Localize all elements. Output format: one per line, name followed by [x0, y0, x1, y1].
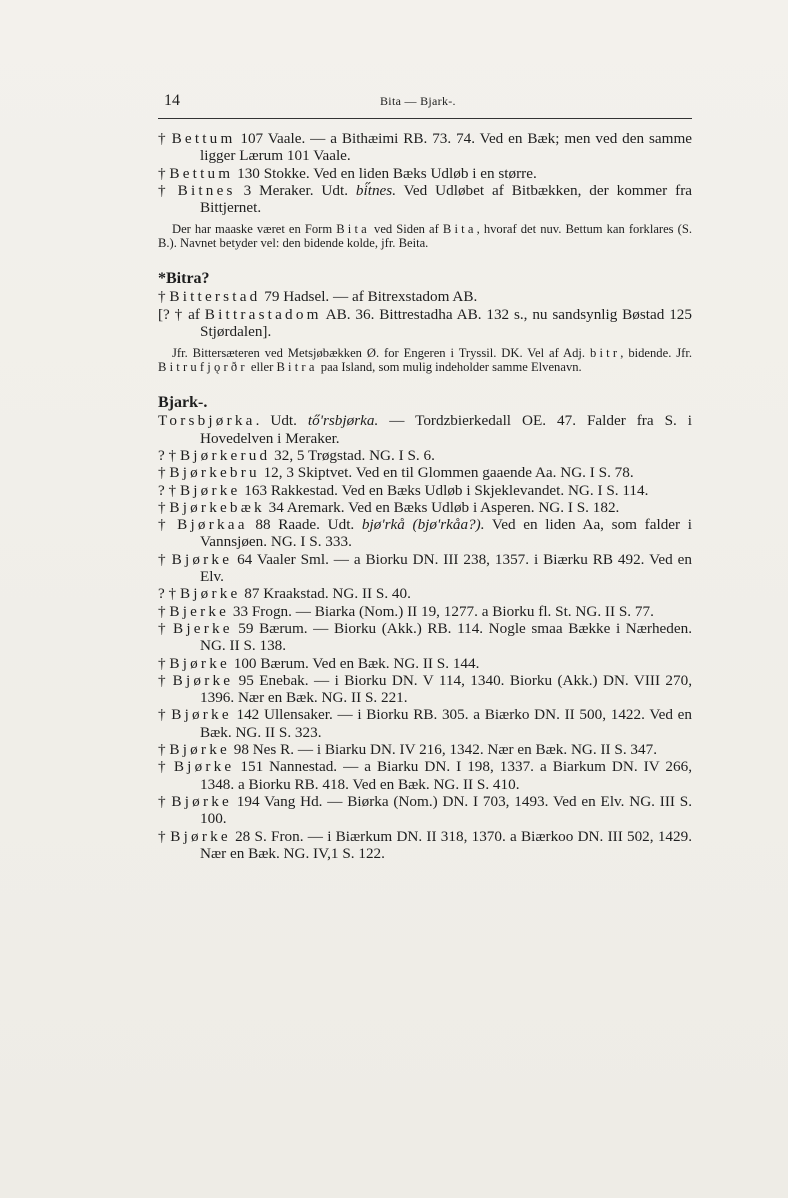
note-text: , bidende. Jfr. [620, 346, 692, 361]
entry-name: Bjørke [170, 827, 231, 845]
entry-marker: † [158, 741, 170, 759]
entry-marker: [? † af [158, 305, 205, 323]
entry-text: 87 Kraakstad. NG. II S. 40. [240, 585, 411, 603]
entry-marker: † [158, 164, 170, 182]
entry-bjorkaa [158, 516, 692, 551]
entry-text: 98 Nes R. — i Biarku DN. IV 216, 1342. Nær en Bæk. NG. II S. 347. [229, 741, 658, 759]
entry-text: 64 Vaaler Sml. — a Biorku DN. III 238, 1357. i Biærku RB 492. Ved en Elv. [200, 550, 692, 586]
entry-text: 32, 5 Trøgstad. NG. I S. 6. [270, 446, 435, 464]
entry-bjorke-87 [158, 585, 692, 602]
note-term: Bitra [276, 360, 318, 375]
entry-text: 194 Vang Hd. — Biørka (Nom.) DN. I 703, 1493. Ved en Elv. NG. III S. 100. [200, 792, 693, 828]
note-text: , hvoraf det nuv. Bettum kan forklares (S. B.). Navnet betyder vel: den bidende kolde, jfr. Beita. [158, 222, 692, 251]
entry-name: Bjørke [179, 481, 241, 499]
entry-marker: † [158, 706, 172, 724]
entry-text: 3 Meraker. Udt. [235, 181, 356, 199]
entry-bjorke-28 [158, 828, 692, 863]
entry-text: 95 Enebak. — i Biorku DN. V 114, 1340. Biorku (Akk.) DN. VIII 270, 1396. Nær en Bæk. NG. II S. 221. [200, 671, 693, 707]
entry-text: 33 Frogn. — Biarka (Nom.) II 19, 1277. a Biorku fl. St. NG. II S. 77. [229, 602, 654, 620]
entry-marker: † [158, 671, 173, 689]
section-heading-bjark: Bjark-. [158, 394, 208, 412]
entry-bjorke-64 [158, 551, 692, 586]
note-term: Bitrufjǫrðr [158, 360, 248, 375]
note-bitra [158, 346, 692, 374]
entry-marker: † [158, 550, 172, 568]
entry-name: Torsbjørka [158, 412, 256, 430]
entry-marker: † [158, 181, 178, 199]
entry-text: 28 S. Fron. — i Biærkum DN. II 318, 1370. a Biærkoo DN. III 502, 1429. Nær en Bæk. NG. IV,1 S. 122. [200, 827, 692, 862]
section-heading-bitra: *Bitra? [158, 270, 210, 288]
entry-marker: † [158, 792, 172, 810]
note-term: bitr [589, 346, 621, 361]
entry-marker: † [158, 827, 171, 845]
entry-marker: † [158, 464, 170, 482]
note-term: Bita [442, 222, 477, 237]
entry-marker: ? † [158, 585, 180, 603]
entry-name: Bjørkebæk [169, 498, 265, 516]
entry-name: Bettum [169, 164, 234, 182]
entry-text: Ved Udløbet af Bitbækken, der kommer fra Bittjernet. [200, 181, 692, 217]
entry-text: — Tordzbierkedall OE. 47. Falder fra S. i Hovedelven i Meraker. [200, 412, 693, 447]
note-text: Der har maaske været en Form [172, 222, 337, 237]
entry-bettum-107 [158, 130, 692, 165]
page-number: 14 [164, 92, 180, 109]
entry-text: 130 Stokke. Ved en liden Bæks Udløb i en større. [233, 164, 537, 182]
entry-bjerke-59 [158, 620, 692, 655]
entry-bjorke-194 [158, 793, 692, 828]
note-bita [158, 222, 692, 250]
pronunciation: tő'rsbjørka. [307, 412, 379, 430]
entry-bjorke-151 [158, 758, 692, 793]
entry-name: Bjørke [173, 758, 235, 776]
entry-name: Bjørke [171, 550, 233, 568]
entry-marker: † [158, 654, 170, 672]
pronunciation: bjø'rkå (bjø'rkåa?). [361, 516, 485, 534]
entry-bjorkebaek [158, 499, 692, 516]
entry-text: 34 Aremark. Ved en Bæks Udløb i Asperen. NG. I S. 182. [264, 498, 620, 516]
entry-torsbjorka [158, 412, 692, 447]
entry-name: Bjerke [169, 602, 230, 620]
entry-bjorke-95 [158, 672, 692, 707]
entry-bjorke-100 [158, 655, 692, 672]
entry-text: 88 Raade. Udt. [247, 516, 362, 534]
entry-marker: † [158, 516, 178, 534]
note-text: eller [247, 360, 277, 375]
entry-name: Bittrastadom [204, 305, 322, 323]
entry-name: Bjørke [172, 671, 234, 689]
entry-name: Bjørkaa [177, 516, 248, 534]
note-text: Jfr. Bittersæteren ved Metsjøbækken Ø. for Engeren i Tryssil. DK. Vel af Adj. [172, 346, 590, 361]
header-rule [158, 118, 692, 119]
entry-name: Bjørke [179, 585, 241, 603]
entry-name: Bettum [171, 130, 236, 147]
page-body [158, 130, 692, 862]
entry-name: Bjørke [169, 654, 230, 672]
entry-bjorke-142 [158, 706, 692, 741]
entry-text: 142 Ullensaker. — i Biorku RB. 305. a Biærko DN. II 500, 1422. Ved en Bæk. NG. II S. 323. [200, 706, 693, 741]
note-text: paa Island, som mulig indeholder samme Elvenavn. [317, 360, 582, 375]
entry-marker: † [158, 758, 174, 776]
entry-name: Bjørkebru [169, 464, 260, 482]
entry-name: Bjørke [171, 706, 232, 724]
entry-text: . Udt. [255, 412, 308, 430]
entry-marker: † [158, 619, 173, 637]
entry-name: Bjørkerud [179, 446, 271, 464]
entry-text: 59 Bærum. — Biorku (Akk.) RB. 114. Nogle smaa Bække i Nærheden. NG. II S. 138. [200, 619, 693, 655]
entry-text: AB. 36. Bittrestadha AB. 132 s., nu sandsynlig Bøstad 125 Stjørdalen]. [200, 305, 692, 341]
entry-text: 163 Rakkestad. Ved en Bæks Udløb i Skjeklevandet. NG. I S. 114. [240, 481, 649, 499]
page-header [158, 92, 692, 118]
entry-marker: † [158, 602, 170, 620]
entry-bittrastadom [158, 306, 692, 341]
entry-text: Ved en liden Aa, som falder i Vannsjøen. NG. I S. 333. [200, 516, 692, 551]
entry-bjerke-33 [158, 603, 692, 620]
entry-bjorkerud [158, 447, 692, 464]
entry-name: Bjerke [173, 619, 233, 637]
entry-name: Bitterstad [169, 288, 261, 306]
entry-name: Bjørke [169, 741, 230, 759]
entry-text: 151 Nannestad. — a Biarku DN. I 198, 1337. a Biarkum DN. IV 266, 1348. a Biorku RB. 418. Ved en Bæk. NG. II S. 410. [200, 758, 693, 793]
entry-marker: ? † [158, 446, 180, 464]
entry-marker: ? † [158, 481, 180, 499]
entry-marker: † [158, 498, 170, 516]
entry-marker: † [158, 130, 172, 147]
entry-name: Bjørke [171, 792, 232, 810]
entry-bjorke-98 [158, 741, 692, 758]
pronunciation: bi̋tnes. [355, 181, 396, 199]
entry-text: 107 Vaale. — a Bithæimi RB. 73. 74. Ved en Bæk; men ved den samme ligger Lærum 101 Vaale. [200, 130, 692, 165]
entry-text: 12, 3 Skiptvet. Ved en til Glommen gaaende Aa. NG. I S. 78. [259, 464, 634, 482]
entry-bjorkebru [158, 464, 692, 481]
entry-bjorke-163 [158, 482, 692, 499]
entry-marker: † [158, 288, 170, 306]
entry-bitterstad [158, 288, 692, 305]
running-title: Bita — Bjark-. [380, 94, 456, 108]
entry-text: 79 Hadsel. — af Bitrexstadom AB. [260, 288, 478, 306]
entry-name: Bitnes [177, 181, 236, 199]
note-term: Bita [336, 222, 370, 237]
entry-text: 100 Bærum. Ved en Bæk. NG. II S. 144. [229, 654, 480, 672]
note-text: ved Siden af [369, 222, 443, 237]
entry-bettum-130 [158, 165, 692, 182]
entry-bitnes [158, 182, 692, 217]
